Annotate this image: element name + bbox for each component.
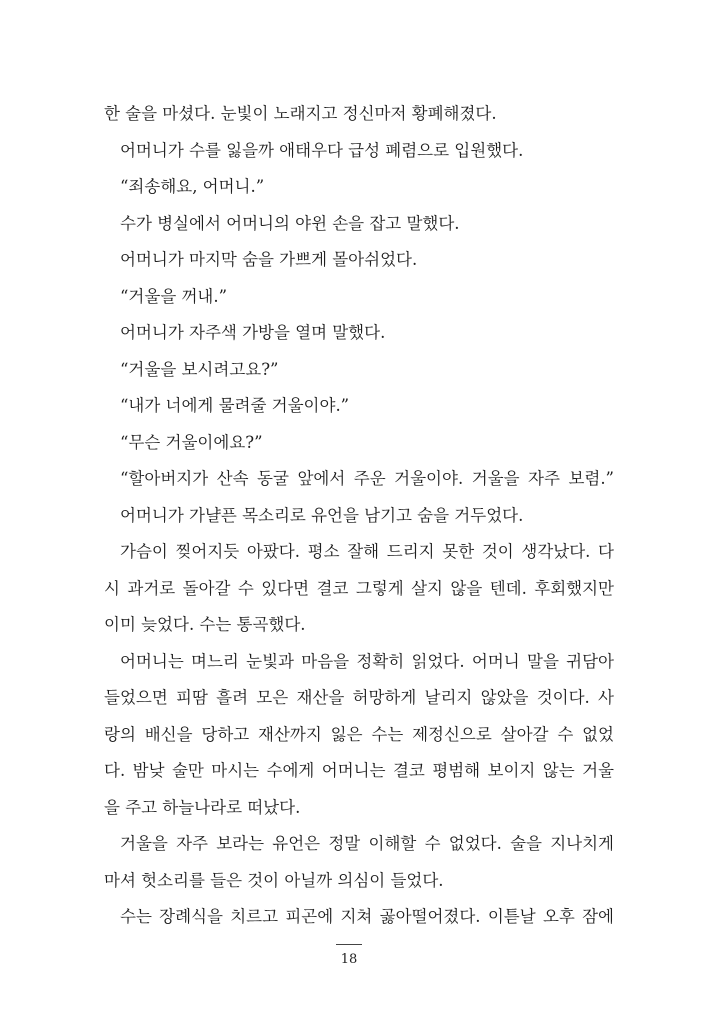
body-text — [104, 96, 614, 936]
text-line: 랑의 배신을 당하고 재산까지 잃은 수는 제정신으로 살아갈 수 없었 — [104, 724, 614, 744]
text-line: 다. 밤낮 술만 마시는 수에게 어머니는 결코 평범해 보이지 않는 거울 — [104, 761, 614, 780]
text-line: 어머니가 가냘픈 목소리로 유언을 남기고 숨을 거두었다. — [120, 505, 524, 525]
text-line: 어머니가 수를 잃을까 애태우다 급성 폐렴으로 입원했다. — [120, 140, 524, 160]
text-line: 거울을 자주 보라는 유언은 정말 이해할 수 없었다. 술을 지나치게 — [120, 834, 614, 853]
text-line: 이미 늦었다. 수는 통곡했다. — [104, 615, 306, 634]
text-line: 어머니는 며느리 눈빛과 마음을 정확히 읽었다. 어머니 말을 귀담아 — [120, 651, 614, 671]
text-line: “무슨 거울이에요?” — [120, 432, 263, 452]
text-line: 가슴이 찢어지듯 아팠다. 평소 잘해 드리지 못한 것이 생각났다. 다 — [120, 542, 614, 561]
text-line: 수는 장례식을 치르고 피곤에 지쳐 곯아떨어졌다. 이튿날 오후 잠에 — [120, 907, 614, 926]
text-line: 수가 병실에서 어머니의 야윈 손을 잡고 말했다. — [120, 213, 460, 233]
text-line: 을 주고 하늘나라로 떠났다. — [104, 797, 301, 817]
text-line: 들었으면 피땀 흘려 모은 재산을 허망하게 날리지 않았을 것이다. 사 — [104, 688, 614, 707]
text-line: “할아버지가 산속 동굴 앞에서 주운 거울이야. 거울을 자주 보렴.” — [120, 469, 614, 488]
text-line: “죄송해요, 어머니.” — [120, 177, 265, 196]
text-line: 시 과거로 돌아갈 수 있다면 결코 그렇게 살지 않을 텐데. 후회했지만 — [104, 578, 614, 598]
text-line: 한 술을 마셨다. 눈빛이 노래지고 정신마저 황폐해졌다. — [104, 104, 497, 123]
text-line: “거울을 꺼내.” — [120, 286, 228, 306]
text-line: 어머니가 자주색 가방을 열며 말했다. — [120, 323, 386, 342]
text-line: “거울을 보시려고요?” — [120, 359, 279, 379]
text-line: “내가 너에게 물려줄 거울이야.” — [120, 396, 350, 415]
text-line: 마셔 헛소리를 들은 것이 아닐까 의심이 들었다. — [104, 870, 444, 890]
page-number: 18 — [340, 952, 358, 967]
page-number-rule — [336, 944, 362, 945]
text-line: 어머니가 마지막 숨을 가쁘게 몰아쉬었다. — [120, 250, 418, 269]
